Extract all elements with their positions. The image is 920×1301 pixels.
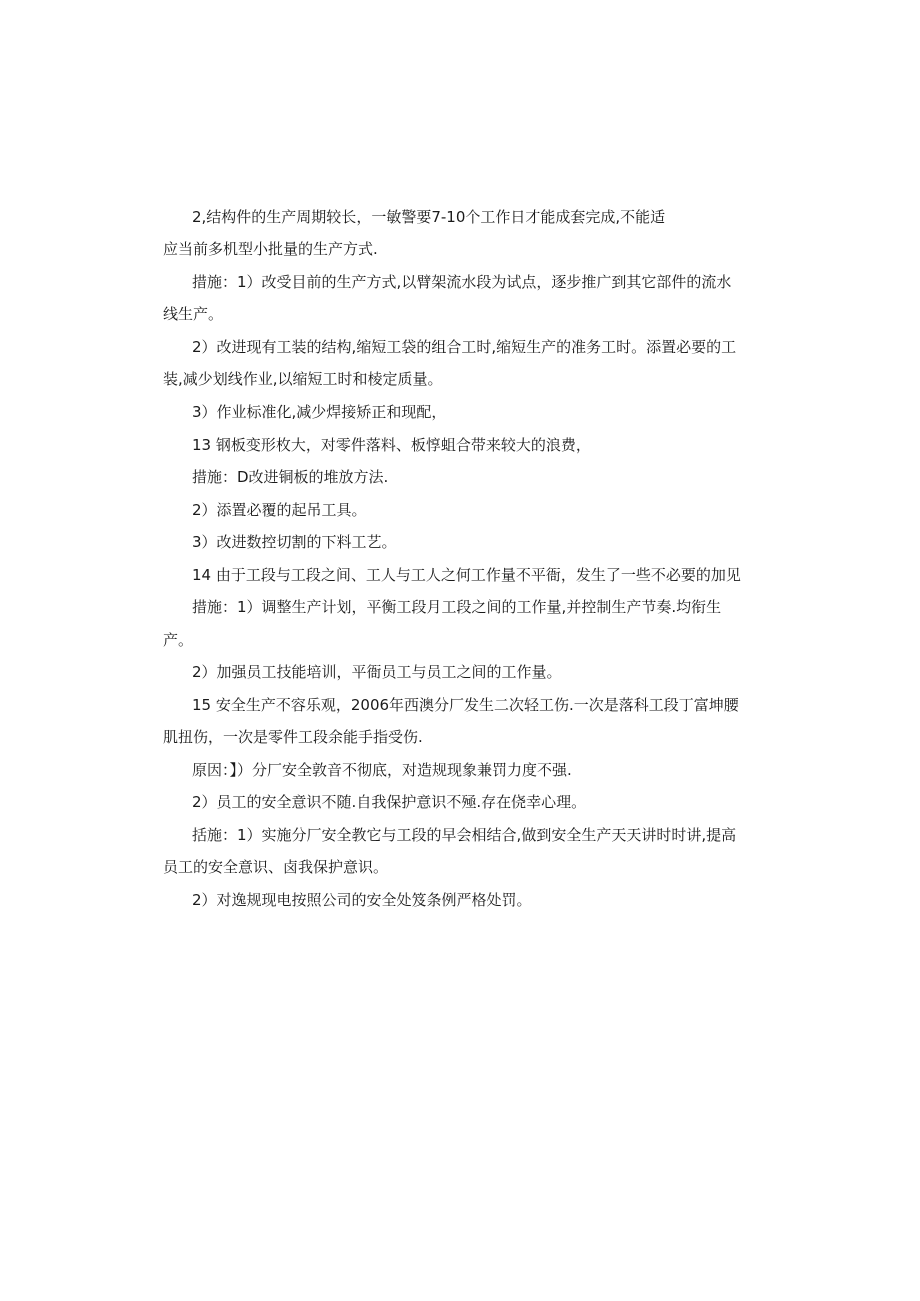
paragraph-line: 13 钢板变形枚大，对零件落料、板惇蛆合带来较大的浪费，: [192, 436, 591, 454]
paragraph-line: 线生产。: [163, 305, 224, 323]
paragraph-line: 3）改进数控切割的下料工艺。: [192, 533, 397, 551]
paragraph-line: 员工的安全意识、卤我保护意识。: [163, 858, 389, 876]
paragraph-line: 2）对逸规现电按照公司的安全处笈条例严格处罚。: [192, 891, 532, 909]
paragraph-line: 装,减少划线作业,以缩短工时和棱定质量。: [163, 370, 443, 388]
paragraph-line: 14 由于工段与工段之间、工人与工人之何工作量不平衙，发生了一些不必要的加见: [192, 566, 741, 584]
paragraph-line: 措施：1）改受目前的生产方式,以臂架流水段为试点，逐步推广到其它部件的流水: [192, 273, 732, 291]
paragraph-line: 肌扭伤，一次是零件工段余能手指受伤.: [163, 728, 423, 746]
paragraph-line: 原因：】）分厂安全敦音不彻底，对造规现象兼罚力度不强.: [192, 761, 572, 779]
paragraph-line: 措施：D改进铜板的堆放方法.: [192, 468, 389, 486]
paragraph-line: 2）员工的安全意识不随.自我保护意识不殛.存在侥幸心理。: [192, 793, 587, 811]
paragraph-line: 措施：1）调整生产计划，平衡工段月工段之间的工作量,并控制生产节奏.均衔生: [192, 598, 722, 616]
paragraph-line: 2）改进现有工装的结构,缩短工袋的组合工时,缩短生产的准务工时。添置必要的工: [192, 338, 737, 356]
paragraph-line: 2）加强员工技能培训，平衙员工与员工之间的工作量。: [192, 663, 562, 681]
paragraph-line: 15 安全生产不容乐观，2006年西澳分厂发生二次轻工伤.一次是落科工段丁富坤腰: [192, 696, 739, 714]
paragraph-line: 2）添置必覆的起吊工具。: [192, 501, 367, 519]
paragraph-line: 2,结构件的生产周期较长，一敏警要7-10个工作日才能成套完成,不能适: [192, 208, 666, 226]
paragraph-line: 产。: [163, 631, 194, 649]
paragraph-line: 3）作业标准化,减少焊接矫正和现配，: [192, 403, 447, 421]
paragraph-line: 应当前多机型小批量的生产方式.: [163, 240, 378, 258]
paragraph-line: 括施：1）实施分厂安全教它与工段的早会相结合,做到安全生产天天讲时时讲,提高: [192, 826, 737, 844]
